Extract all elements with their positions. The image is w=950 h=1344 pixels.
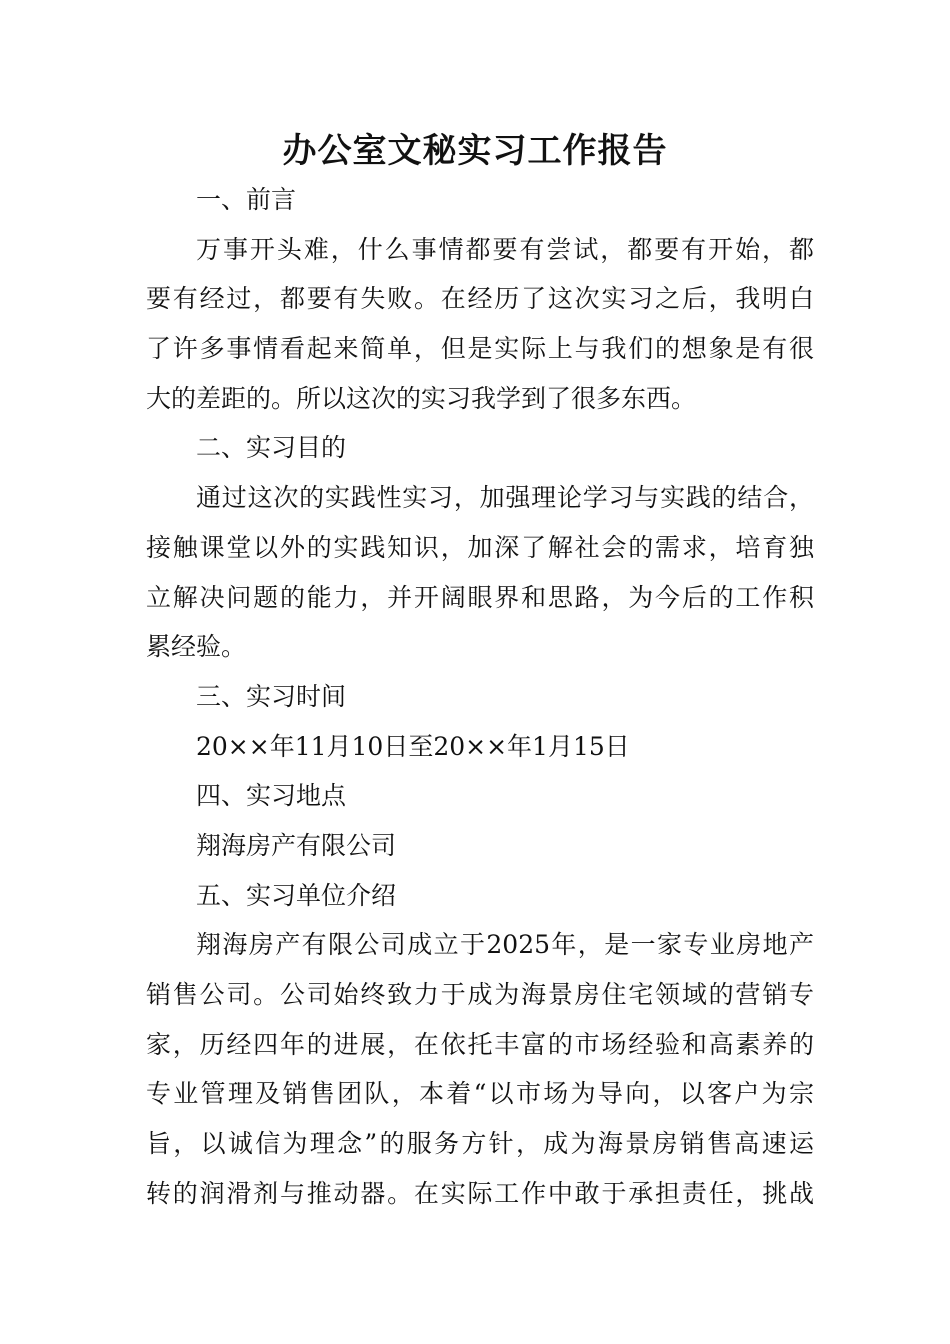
paragraph-line: 了许多事情看起来简单，但是实际上与我们的想象是有很 — [146, 334, 814, 364]
paragraph-line: 接触课堂以外的实践知识，加深了解社会的需求，培育独 — [146, 532, 814, 562]
section-heading-location: 四、实习地点 — [196, 781, 347, 811]
paragraph-line: 翔海房产有限公司成立于2025年，是一家专业房地产 — [196, 930, 814, 960]
paragraph-line: 累经验。 — [146, 632, 247, 662]
paragraph-line: 转的润滑剂与推动器。在实际工作中敢于承担责任，挑战 — [146, 1178, 814, 1208]
section-heading-purpose: 二、实习目的 — [196, 433, 347, 463]
section-heading-time: 三、实习时间 — [196, 681, 347, 711]
internship-dates: 20××年11月10日至20××年1月15日 — [196, 731, 630, 761]
paragraph-line: 要有经过，都要有失败。在经历了这次实习之后，我明白 — [146, 284, 814, 314]
document-title: 办公室文秘实习工作报告 — [282, 131, 668, 171]
paragraph-line: 立解决问题的能力，并开阔眼界和思路，为今后的工作积 — [146, 582, 814, 612]
paragraph-line: 家，历经四年的进展，在依托丰富的市场经验和高素养的 — [146, 1029, 814, 1059]
paragraph-line: 专业管理及销售团队，本着“以市场为导向，以客户为宗 — [146, 1079, 814, 1109]
document-body — [146, 175, 814, 1218]
paragraph-line: 通过这次的实践性实习，加强理论学习与实践的结合， — [196, 483, 814, 513]
internship-location: 翔海房产有限公司 — [196, 830, 397, 860]
section-heading-preface: 一、前言 — [196, 185, 297, 214]
paragraph-line: 万事开头难，什么事情都要有尝试，都要有开始，都 — [196, 234, 814, 264]
paragraph-line: 旨，以诚信为理念”的服务方针，成为海景房销售高速运 — [146, 1129, 814, 1159]
section-heading-company: 五、实习单位介绍 — [196, 880, 397, 910]
paragraph-line: 大的差距的。所以这次的实习我学到了很多东西。 — [146, 383, 697, 413]
paragraph-line: 销售公司。公司始终致力于成为海景房住宅领域的营销专 — [146, 980, 814, 1009]
